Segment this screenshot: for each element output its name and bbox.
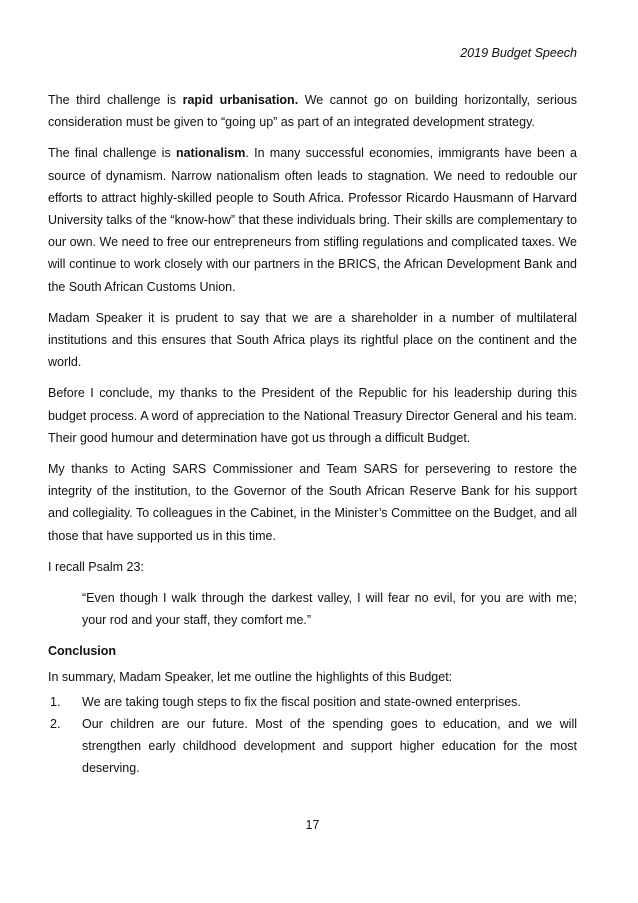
paragraph-psalm-intro: I recall Psalm 23:	[48, 559, 144, 574]
paragraph-nationalism	[48, 142, 577, 297]
psalm-quote: “Even though I walk through the darkest valley, I will fear no evil, for you are with me; your rod and your staff, they comfort me.”	[82, 591, 577, 628]
emphasis-text: nationalism	[175, 146, 246, 161]
paragraph-text: The final challenge is	[48, 146, 176, 161]
list-item-text: Our children are our future. Most of the spending goes to education, and we will strengthen early childhood development and support higher education for the most deserving.	[82, 717, 577, 776]
list-item-text: We are taking tough steps to fix the fiscal position and state-owned enterprises.	[82, 694, 521, 709]
running-header: 2019 Budget Speech	[460, 46, 577, 60]
paragraph-multilateral: Madam Speaker it is prudent to say that we are a shareholder in a number of multilateral institutions and this ensures that South Africa plays its rightful place on the continent and the world.	[48, 310, 577, 370]
paragraph-urbanisation	[48, 89, 577, 133]
conclusion-heading: Conclusion	[48, 644, 117, 659]
list-item	[48, 713, 577, 780]
list-item-number: 2.	[50, 717, 61, 732]
paragraph-text: The third challenge is	[48, 93, 183, 107]
paragraph-text: . In many successful economies, immigrants have been a source of dynamism. Narrow nationalism often leads to stagnation. We need to redouble our efforts to attract highly-skilled people to South Africa. Professor Ricardo Hausmann of Harvard University talks of the “know-how” that these individuals bring. Their skills are complementary to our own. We need to free our entrepreneurs from stifling regulations and complicated taxes. We will continue to work closely with our partners in the BRICS, the African Development Bank and the South African Customs Union.	[48, 146, 578, 294]
emphasis-text: rapid urbanisation.	[182, 93, 299, 107]
page-number: 17	[305, 818, 320, 832]
body-text	[48, 89, 577, 780]
paragraph-thanks-sars: My thanks to Acting SARS Commissioner and Team SARS for persevering to restore the integrity of the institution, to the Governor of the South African Reserve Bank for his support and collegiality. To colleagues in the Cabinet, in the Minister’s Committee on the Budget, and all those that have supported us in this time.	[48, 462, 577, 543]
conclusion-intro: In summary, Madam Speaker, let me outline the highlights of this Budget:	[48, 669, 453, 684]
highlights-list	[48, 691, 577, 780]
document-page	[48, 0, 577, 903]
list-item-number: 1.	[50, 694, 61, 709]
list-item	[48, 691, 577, 713]
paragraph-text: We cannot go on building horizontally, serious consideration must be given to “going up” as part of an integrated development strategy.	[48, 93, 577, 130]
paragraph-thanks-president: Before I conclude, my thanks to the President of the Republic for his leadership during this budget process. A word of appreciation to the National Treasury Director General and his team. Their good humour and determination have got us through a difficult Budget.	[48, 386, 577, 445]
